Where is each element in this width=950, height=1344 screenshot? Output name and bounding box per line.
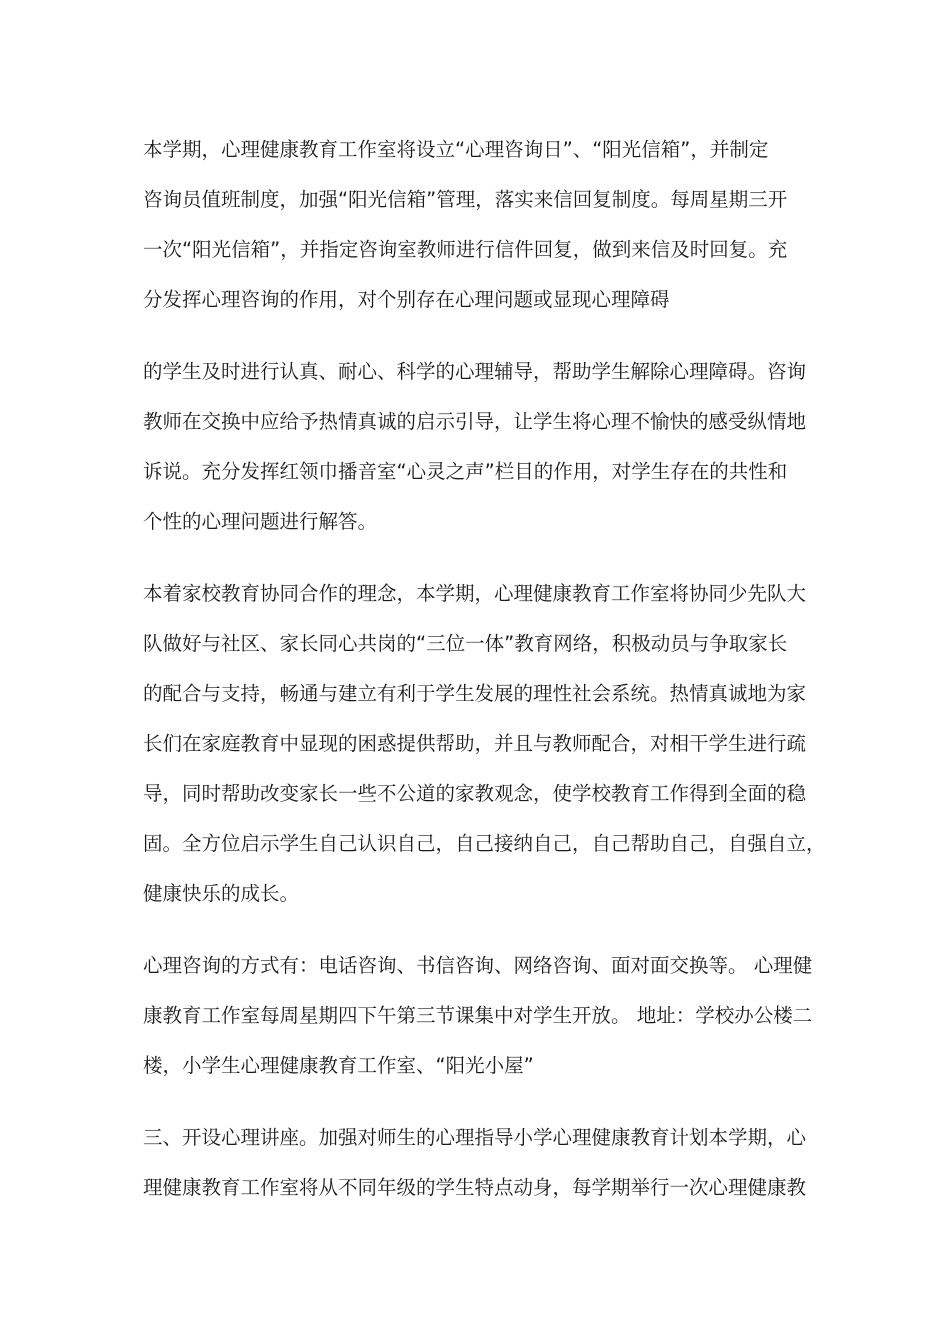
paragraph-3-line-3: 的配合与支持，畅通与建立有利于学生发展的理性社会系统。热情真诚地为家 xyxy=(143,682,807,705)
paragraph-1-line-4: 分发挥心理咨询的作用，对个别存在心理问题或显现心理障碍 xyxy=(143,288,670,311)
paragraph-4-line-1: 心理咨询的方式有：电话咨询、书信咨询、网络咨询、面对面交换等。 心理健 xyxy=(143,954,813,977)
paragraph-1-line-1: 本学期，心理健康教育工作室将设立“心理咨询日”、“阳光信箱”，并制定 xyxy=(143,138,769,161)
paragraph-3-line-7: 健康快乐的成长。 xyxy=(143,882,300,905)
paragraph-3-line-4: 长们在家庭教育中显现的困惑提供帮助，并且与教师配合，对相干学生进行疏 xyxy=(143,732,807,755)
paragraph-4-line-3: 楼，小学生心理健康教育工作室、“阳光小屋” xyxy=(143,1054,534,1077)
paragraph-1-line-3: 一次“阳光信箱”，并指定咨询室教师进行信件回复，做到来信及时回复。充 xyxy=(143,238,788,261)
paragraph-3-line-1: 本着家校教育协同合作的理念，本学期，心理健康教育工作室将协同少先队大 xyxy=(143,582,807,605)
paragraph-5-line-1: 三、开设心理讲座。加强对师生的心理指导小学心理健康教育计划本学期，心 xyxy=(143,1126,807,1149)
paragraph-2-line-4: 个性的心理问题进行解答。 xyxy=(143,510,378,533)
paragraph-3-line-2: 队做好与社区、家长同心共岗的“三位一体”教育网络，积极动员与争取家长 xyxy=(143,632,788,655)
paragraph-4-line-2: 康教育工作室每周星期四下午第三节课集中对学生开放。 地址：学校办公楼二 xyxy=(143,1004,813,1027)
paragraph-1-line-2: 咨询员值班制度，加强“阳光信箱”管理，落实来信回复制度。每周星期三开 xyxy=(143,188,788,211)
paragraph-3-line-6: 固。全方位启示学生自己认识自己，自己接纳自己，自己帮助自己，自强自立， xyxy=(143,832,826,855)
paragraph-5-line-2: 理健康教育工作室将从不同年级的学生特点动身，每学期举行一次心理健康教 xyxy=(143,1176,807,1199)
paragraph-3-line-5: 导，同时帮助改变家长一些不公道的家教观念，使学校教育工作得到全面的稳 xyxy=(143,782,807,805)
paragraph-2-line-1: 的学生及时进行认真、耐心、科学的心理辅导，帮助学生解除心理障碍。咨询 xyxy=(143,360,807,383)
paragraph-2-line-2: 教师在交换中应给予热情真诚的启示引导，让学生将心理不愉快的感受纵情地 xyxy=(143,410,807,433)
paragraph-2-line-3: 诉说。充分发挥红领巾播音室“心灵之声”栏目的作用，对学生存在的共性和 xyxy=(143,460,788,483)
